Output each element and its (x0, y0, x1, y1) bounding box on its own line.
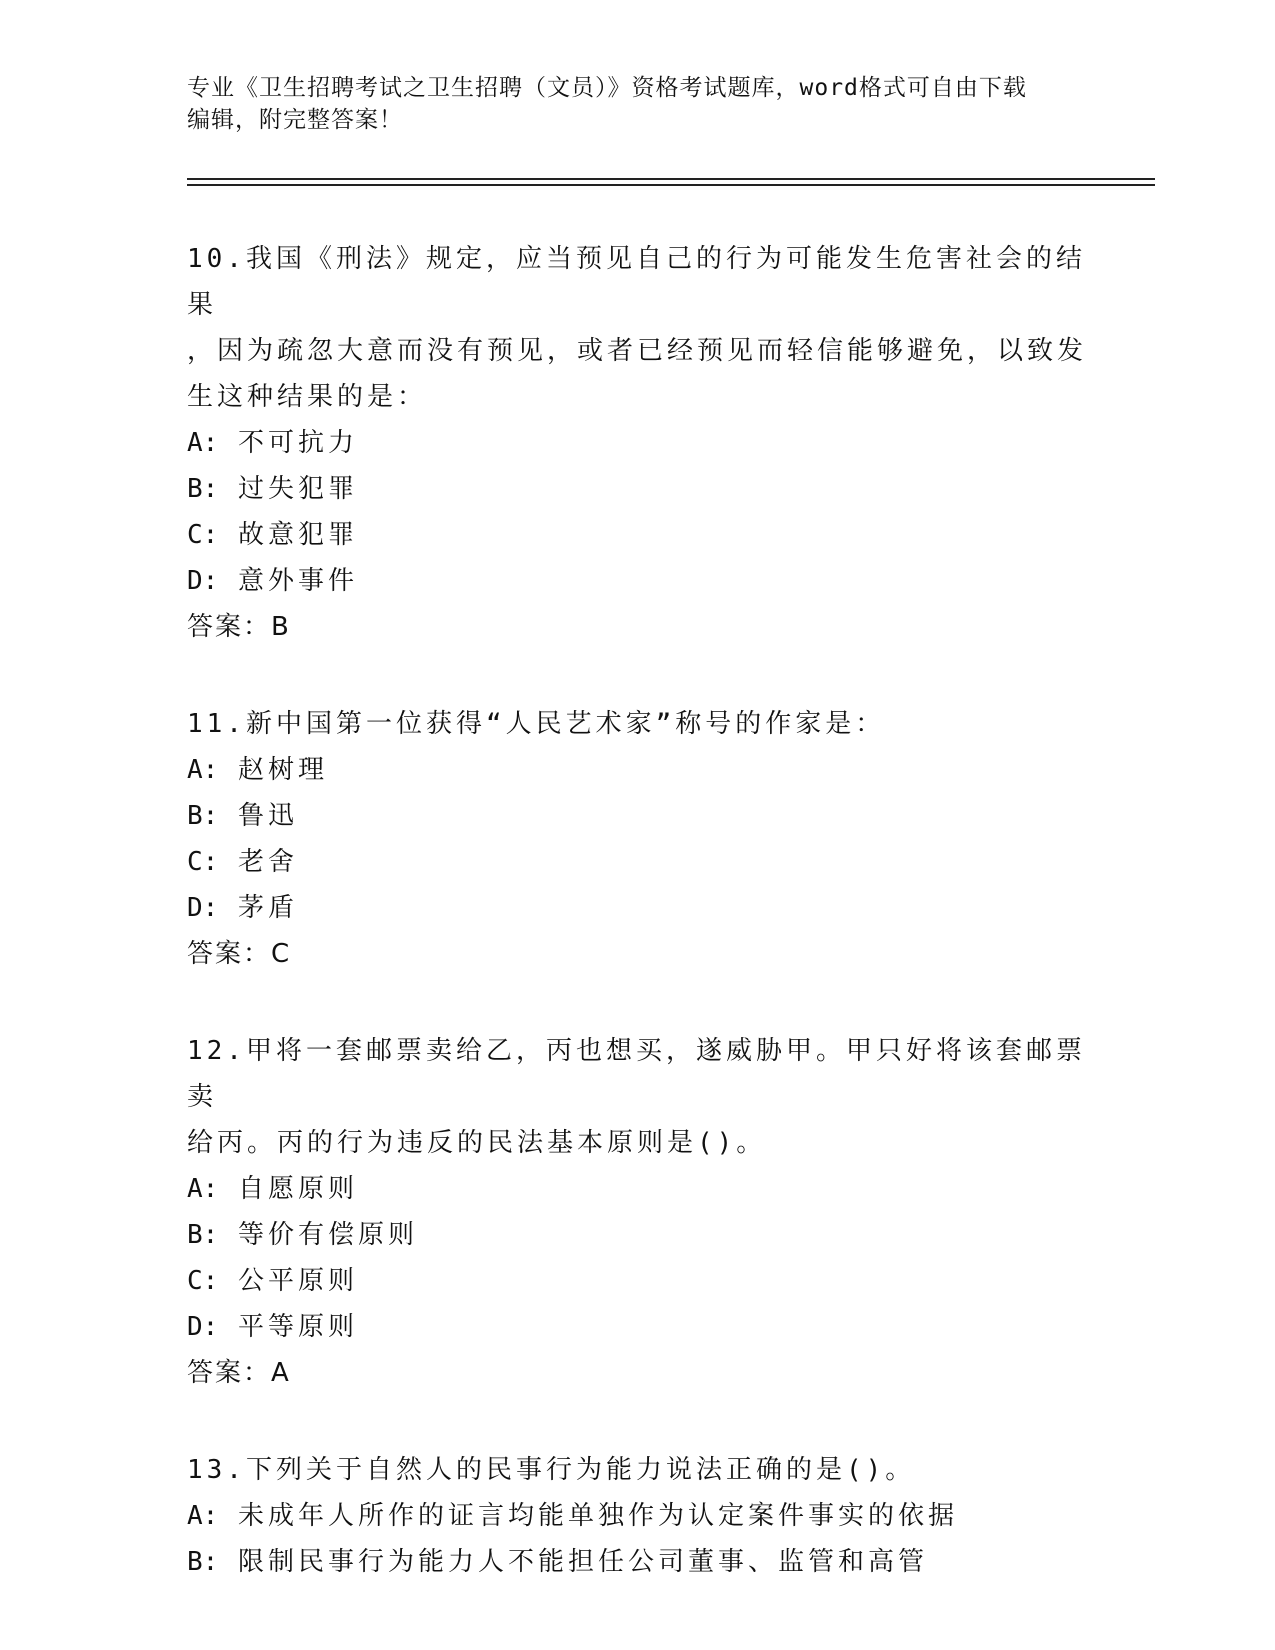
header-divider-bottom (187, 184, 1155, 186)
answer-option (187, 839, 1087, 885)
option-text: 茅盾 (237, 893, 298, 923)
option-text: 不可抗力 (237, 428, 358, 458)
question-block (187, 1447, 1087, 1585)
answer-option (187, 1166, 1087, 1212)
question-block (187, 1028, 1087, 1396)
question-stem-line: ，因为疏忽大意而没有预见，或者已经预见而轻信能够避免，以致发 (187, 336, 1088, 366)
answer-option (187, 420, 1087, 466)
question-block (187, 701, 1087, 977)
option-text: 意外事件 (237, 566, 358, 596)
option-text: 公平原则 (237, 1266, 358, 1296)
answer-option (187, 466, 1087, 512)
answer-option (187, 1493, 1087, 1539)
answer-option (187, 558, 1087, 604)
option-text: 过失犯罪 (237, 474, 358, 504)
option-letter: D: (187, 893, 219, 923)
option-text: 鲁迅 (237, 801, 298, 831)
option-letter: D: (187, 1312, 219, 1342)
question-stem-line: 11.新中国第一位获得“人民艺术家”称号的作家是： (187, 709, 886, 739)
answer-option (187, 1212, 1087, 1258)
option-text: 未成年人所作的证言均能单独作为认定案件事实的依据 (237, 1501, 958, 1531)
option-text: 赵树理 (237, 755, 328, 785)
answer-option (187, 885, 1087, 931)
question-stem-line: 给丙。丙的行为违反的民法基本原则是()。 (187, 1128, 767, 1158)
answer-option (187, 1258, 1087, 1304)
answer-key: 答案：B (187, 612, 291, 642)
question-list (187, 236, 1087, 1636)
option-text: 平等原则 (237, 1312, 358, 1342)
answer-option (187, 1304, 1087, 1350)
option-letter: B: (187, 1220, 219, 1250)
answer-option (187, 512, 1087, 558)
answer-option (187, 793, 1087, 839)
option-letter: C: (187, 520, 219, 550)
option-letter: B: (187, 474, 219, 504)
option-letter: A: (187, 1174, 219, 1204)
answer-option (187, 1539, 1087, 1585)
option-letter: D: (187, 566, 219, 596)
option-letter: B: (187, 801, 219, 831)
option-letter: C: (187, 847, 219, 877)
answer-key: 答案：C (187, 939, 292, 969)
option-text: 限制民事行为能力人不能担任公司董事、监管和高管 (237, 1547, 928, 1577)
answer-option (187, 747, 1087, 793)
question-stem-line: 10.我国《刑法》规定，应当预见自己的行为可能发生危害社会的结果 (187, 244, 1086, 320)
option-letter: B: (187, 1547, 219, 1577)
option-text: 故意犯罪 (237, 520, 358, 550)
option-letter: A: (187, 428, 219, 458)
option-letter: A: (187, 1501, 219, 1531)
document-header (187, 72, 1087, 136)
option-text: 老舍 (237, 847, 298, 877)
option-text: 自愿原则 (237, 1174, 358, 1204)
header-line-2: 编辑，附完整答案！ (187, 107, 403, 133)
question-stem-line: 12.甲将一套邮票卖给乙，丙也想买，遂威胁甲。甲只好将该套邮票卖 (187, 1036, 1086, 1112)
option-letter: A: (187, 755, 219, 785)
answer-key: 答案：A (187, 1358, 291, 1388)
question-stem-line: 13.下列关于自然人的民事行为能力说法正确的是()。 (187, 1455, 916, 1485)
option-text: 等价有偿原则 (237, 1220, 418, 1250)
option-letter: C: (187, 1266, 219, 1296)
question-stem-line: 生这种结果的是： (187, 382, 428, 412)
header-line-1: 专业《卫生招聘考试之卫生招聘（文员）》资格考试题库，word格式可自由下载 (187, 75, 1027, 101)
header-divider-top (187, 178, 1155, 180)
question-block (187, 236, 1087, 650)
